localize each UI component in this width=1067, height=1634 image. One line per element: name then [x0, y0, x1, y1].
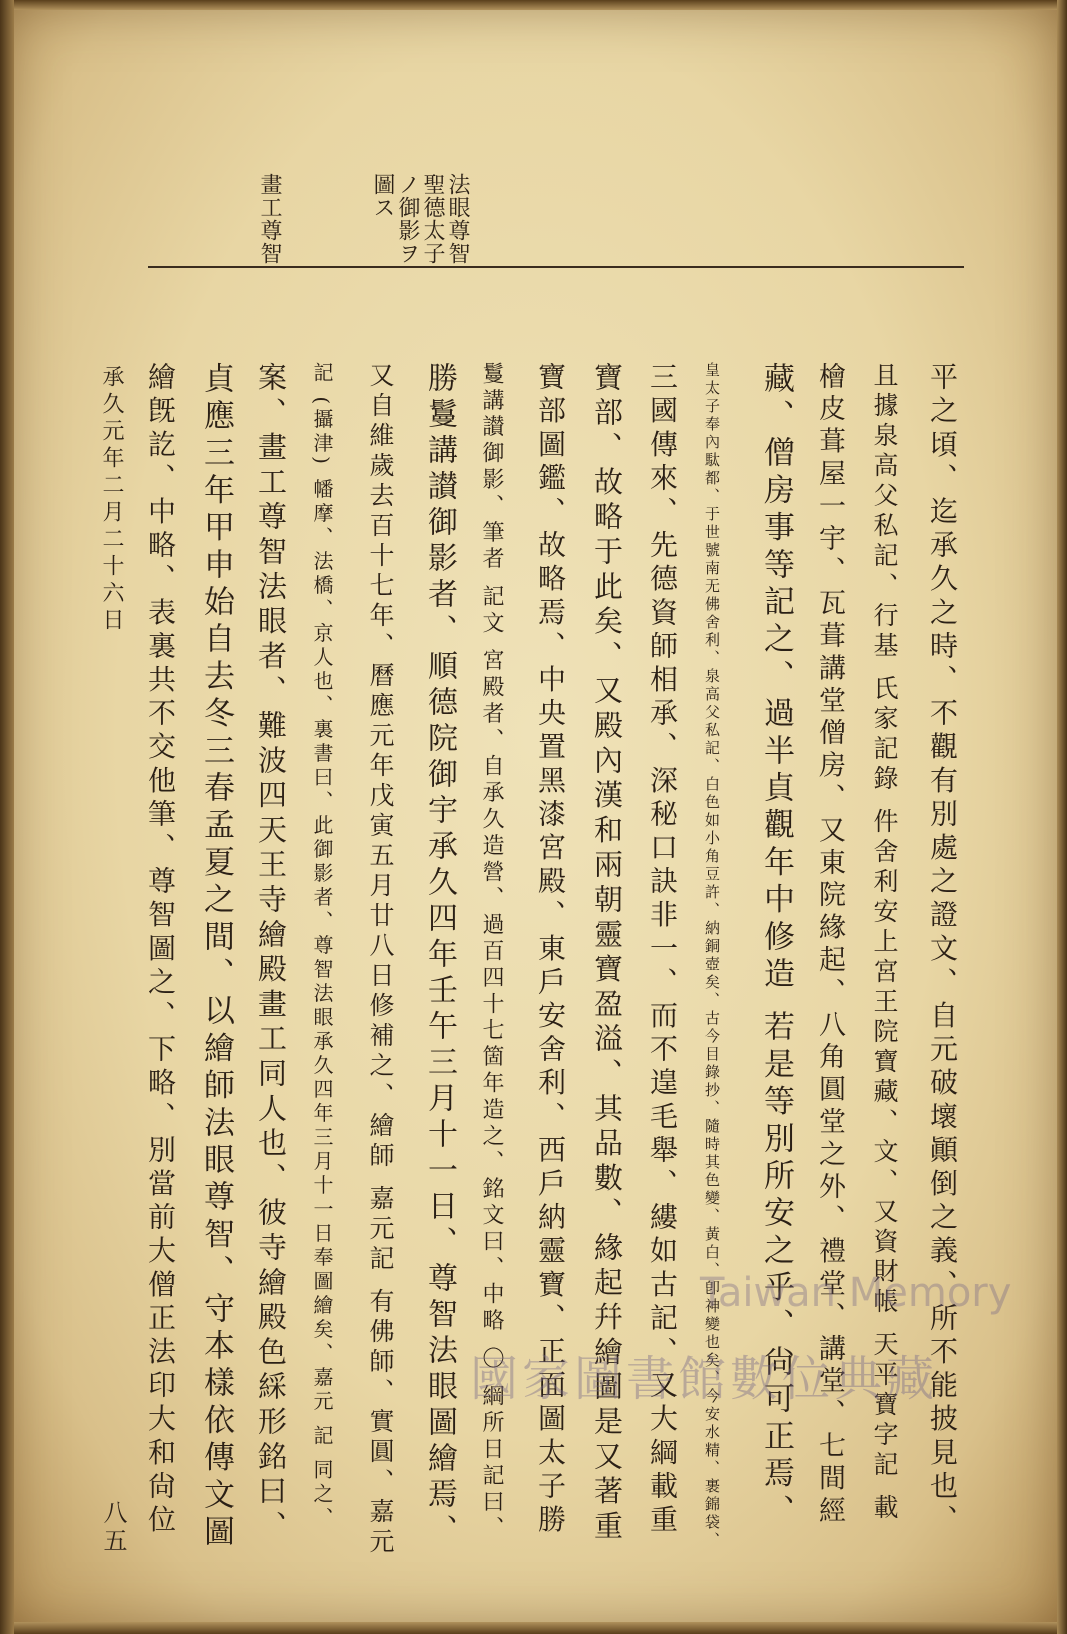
text-column-8: 寶部圖鑑、故略焉、中央置黑漆宮殿、東戶安舍利、西戶納靈寶、正面圖太子勝: [534, 362, 567, 1538]
page-edge-top: [0, 0, 1067, 10]
page-edge-left: [0, 0, 14, 1634]
text-column-15: 繪旣訖、中略、表裏共不交他筆、尊智圖之、下略、別當前大僧正法印大和尙位: [144, 362, 177, 1538]
text-column-10: 勝鬘講讃御影者、順德院御宇承久四年壬午三月十一日、尊智法眼圖繪焉、: [422, 362, 457, 1550]
text-column-4: 藏、僧房事等記之、過半貞觀年中修造 若是等別所安之乎、尙可正焉、: [758, 362, 794, 1532]
page-number: 八五: [99, 1500, 127, 1556]
watermark-chinese: 國家圖書館數位典藏: [470, 1351, 939, 1407]
text-column-14: 貞應三年甲申始自去冬三春孟夏之間、以繪師法眼尊智、守本樣依傳文圖: [198, 362, 234, 1553]
text-column-11: 又自維歲去百十七年、曆應元年戊寅五月廿八日修補之、繪師 嘉元記 有佛師、實圓、嘉元: [366, 362, 395, 1558]
header-rule: [148, 266, 964, 268]
caption-line-4: 圖ス: [370, 173, 395, 219]
caption-line-3: ノ御影ヲ: [395, 173, 420, 265]
text-column-6: 三國傳來、先德資師相承、深秘口訣非一、而不遑毛舉、縷如古記、又大綱載重: [646, 362, 679, 1538]
text-column-2: 且據泉高父私記、行基 氏家記錄 件舍利安上宮王院寶藏、文、又資財帳 天平寶字記 載: [870, 362, 899, 1524]
caption-line-2: 聖德太子: [420, 173, 445, 265]
text-column-3: 檜皮葺屋一宇、瓦葺講堂僧房、又東院緣起、八角圓堂之外、禮堂、講堂、七間經: [814, 362, 845, 1529]
page-edge-bottom: [0, 1622, 1067, 1634]
caption-line-1: 法眼尊智: [445, 173, 470, 265]
caption-artist: 畫工尊智: [257, 173, 282, 265]
text-column-1: 平之頃、迄承久之時、不觀有別處之證文、自元破壞顚倒之義、所不能披見也、: [926, 362, 959, 1538]
text-column-12: 記 (攝津) 幡摩、法橋、京人也、裏書曰、此御影者、尊智法眼承久四年三月十一日奉圖繪矣、嘉元 記 同之、: [310, 362, 334, 1532]
text-column-5: 皇太子奉內駄都、于世號南无佛舍利、泉高父私記、白色如小角豆許、納銅壺矣、古今目錄抄、隨時其色變、黃白、卽神變也矣、今安水精、裹錦袋、: [703, 362, 721, 1550]
page-edge-right: [1057, 0, 1067, 1634]
text-column-13: 案、畫工尊智法眼者、難波四天王寺繪殿畫工同人也、彼寺繪殿色綵形銘曰、: [254, 362, 288, 1546]
date-line: 承久元年二月二十六日: [99, 365, 124, 635]
watermark-english: Taiwan Memory: [700, 1270, 1012, 1316]
text-column-7: 寶部、故略于此矣、又殿內漢和兩朝靈寶盈溢、其品數、緣起幷繪圖是又著重: [590, 362, 624, 1546]
text-column-9: 鬘講讃御影、筆者 記文 宮殿者、自承久造營、過百四十七箇年造之、銘文曰、中略 〇 綱所日記曰、: [479, 362, 504, 1543]
